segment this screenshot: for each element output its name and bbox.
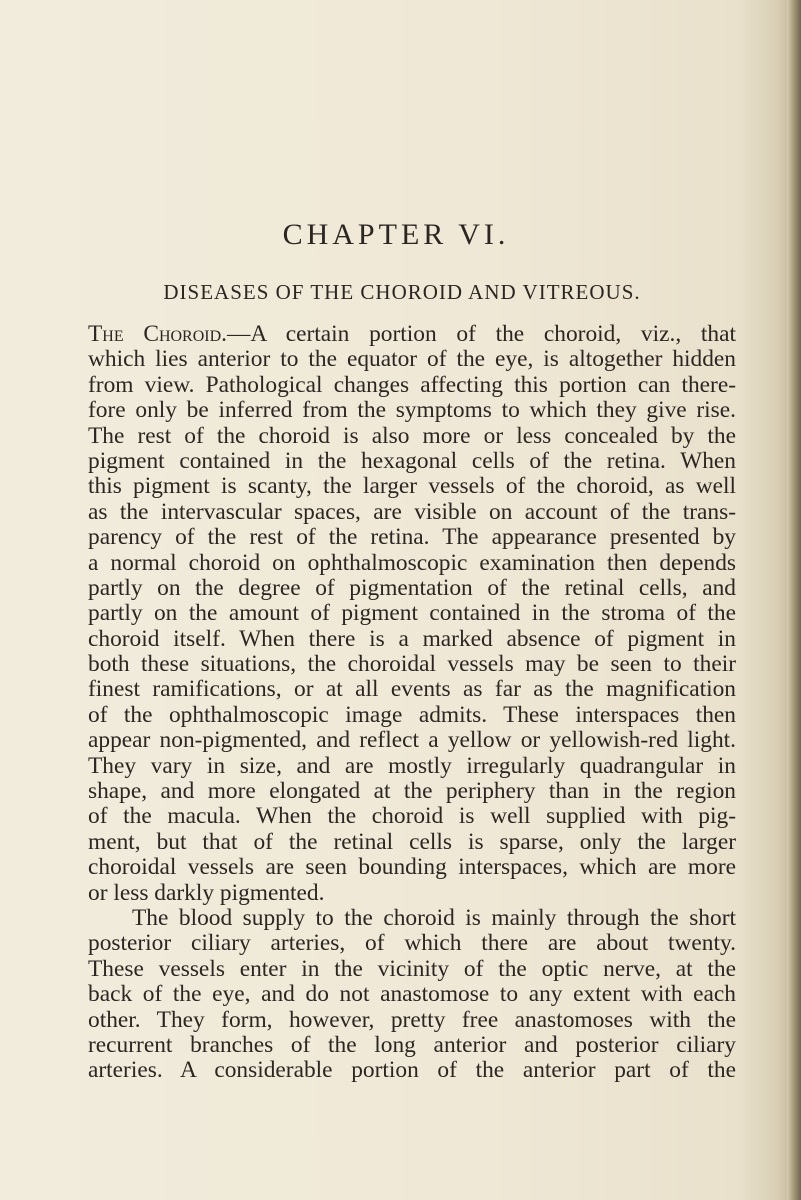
text-line: The rest of the choroid is also more or less concealed by the — [88, 422, 736, 449]
text-line: or less darkly pigmented. — [88, 879, 325, 906]
text-line: These vessels enter in the vicinity of the optic nerve, at the — [88, 955, 736, 982]
text-line: back of the eye, and do not anastomose to any extent with each — [88, 981, 736, 1008]
line-text: —A certain portion of the choroid, viz., that — [227, 321, 736, 347]
text-line: arteries. A considerable portion of the anterior part of the — [88, 1057, 736, 1084]
paragraph-lead: The Choroid. — [88, 321, 228, 347]
text-line: which lies anterior to the equator of the eye, is altogether hidden — [88, 346, 736, 373]
body-text — [88, 322, 736, 1084]
text-line: appear non-pigmented, and reflect a yellow or yellowish-red light. — [88, 727, 736, 754]
text-line: parency of the rest of the retina. The appearance presented by — [88, 524, 736, 551]
text-line: from view. Pathological changes affecting this portion can there- — [88, 371, 736, 398]
text-line: fore only be inferred from the symptoms to which they give rise. — [88, 397, 736, 424]
text-line: They vary in size, and are mostly irregularly quadrangular in — [88, 752, 736, 779]
text-line: pigment contained in the hexagonal cells of the retina. When — [88, 447, 736, 474]
text-line: shape, and more elongated at the periphery than in the region — [88, 778, 736, 805]
text-line: of the macula. When the choroid is well supplied with pig- — [88, 803, 736, 830]
page-binding-edge — [787, 0, 801, 1200]
section-title: DISEASES OF THE CHOROID AND VITREOUS. — [163, 280, 641, 304]
text-line: partly on the degree of pigmentation of the retinal cells, and — [88, 574, 736, 601]
text-line: both these situations, the choroidal vessels may be seen to their — [88, 651, 736, 678]
text-line: as the intervascular spaces, are visible on account of the trans- — [88, 498, 736, 525]
text-line: partly on the amount of pigment contained in the stroma of the — [88, 600, 736, 627]
text-line: this pigment is scanty, the larger vessels of the choroid, as well — [88, 473, 736, 500]
text-line — [88, 322, 736, 347]
chapter-title: CHAPTER VI. — [282, 218, 510, 251]
text-line: of the ophthalmoscopic image admits. These interspaces then — [88, 701, 736, 728]
text-line: other. They form, however, pretty free anastomoses with the — [88, 1006, 736, 1033]
text-line: finest ramifications, or at all events as far as the magnification — [88, 676, 736, 703]
text-line: ment, but that of the retinal cells is sparse, only the larger — [88, 828, 736, 855]
text-line: posterior ciliary arteries, of which there are about twenty. — [88, 930, 736, 957]
text-line: a normal choroid on ophthalmoscopic examination then depends — [88, 549, 736, 576]
text-line: recurrent branches of the long anterior and posterior ciliary — [88, 1031, 736, 1058]
text-line: choroidal vessels are seen bounding interspaces, which are more — [88, 854, 736, 881]
text-line: choroid itself. When there is a marked absence of pigment in — [88, 625, 736, 652]
text-line: The blood supply to the choroid is mainly through the short — [132, 904, 736, 931]
